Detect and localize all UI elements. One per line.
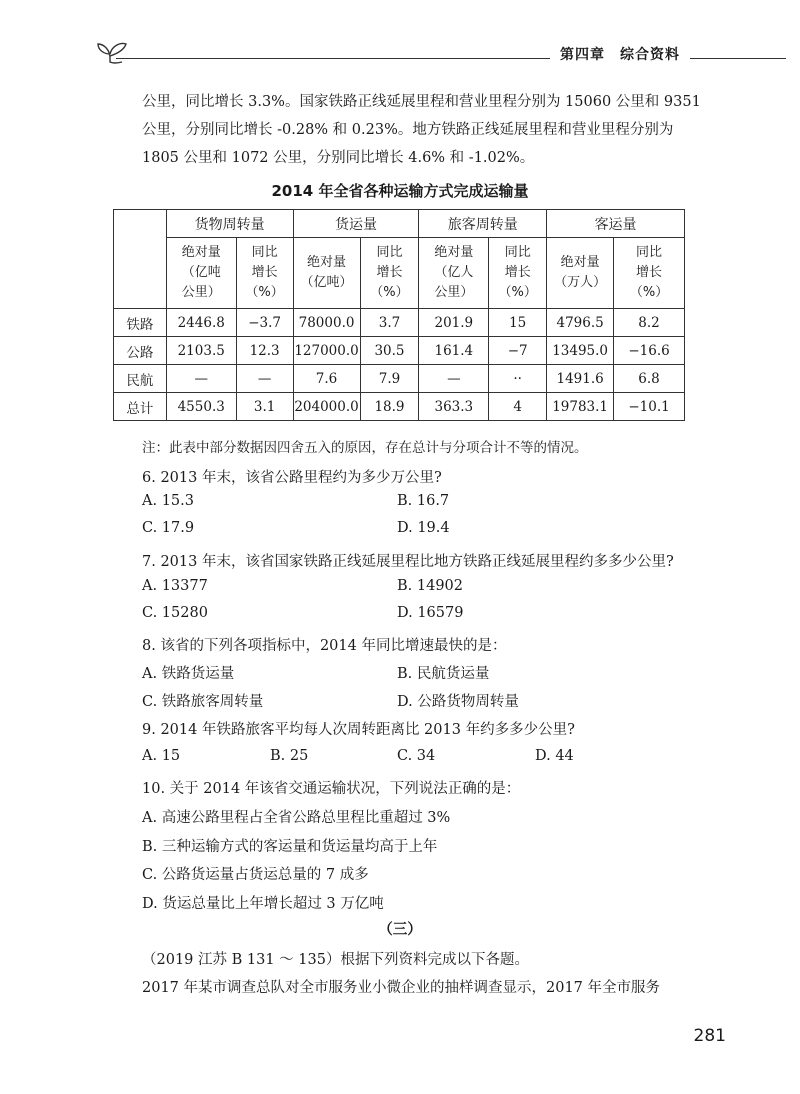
table-cell: — xyxy=(166,365,236,393)
table-cell: −7 xyxy=(489,337,547,365)
table-cell: 12.3 xyxy=(236,337,293,365)
table-cell: 6.8 xyxy=(614,365,685,393)
table-row xyxy=(114,365,685,393)
table-cell: 8.2 xyxy=(614,309,685,337)
group-header: 货运量 xyxy=(293,210,419,238)
table-cell: 13495.0 xyxy=(547,337,614,365)
option-9a: A. 15 xyxy=(142,748,181,764)
running-header xyxy=(96,32,786,66)
sub-header: 绝对量 （万人） xyxy=(547,238,614,309)
table-cell: 18.9 xyxy=(360,393,419,421)
table-title: 2014 年全省各种运输方式完成运输量 xyxy=(271,182,529,200)
option-7c: C. 15280 xyxy=(142,605,208,621)
table-cell: — xyxy=(236,365,293,393)
table-cell: 78000.0 xyxy=(293,309,360,337)
table-cell: ·· xyxy=(489,365,547,393)
row-label: 总计 xyxy=(114,393,167,421)
sub-header: 绝对量 （亿人 公里） xyxy=(419,238,489,309)
question-7: 7. 2013 年末，该省国家铁路正线延展里程比地方铁路正线延展里程约多多少公里? xyxy=(142,554,674,570)
table-cell: 1491.6 xyxy=(547,365,614,393)
option-7a: A. 13377 xyxy=(142,578,208,594)
row-label: 民航 xyxy=(114,365,167,393)
option-6c: C. 17.9 xyxy=(142,520,195,536)
option-9c: C. 34 xyxy=(397,748,436,764)
table-cell: 19783.1 xyxy=(547,393,614,421)
option-10b: B. 三种运输方式的客运量和货运量均高于上年 xyxy=(142,839,438,855)
table-cell: 201.9 xyxy=(419,309,489,337)
table-cell: 204000.0 xyxy=(293,393,360,421)
question-9: 9. 2014 年铁路旅客平均每人次周转距离比 2013 年约多多少公里? xyxy=(142,722,575,738)
sub-header: 同比 增长 （%） xyxy=(360,238,419,309)
table-cell: 4796.5 xyxy=(547,309,614,337)
chapter-title: 第四章 综合资料 xyxy=(550,44,690,64)
sub-header: 同比 增长 （%） xyxy=(489,238,547,309)
option-7d: D. 16579 xyxy=(397,605,464,621)
section-title: （三） xyxy=(378,922,422,938)
sub-header: 同比 增长 （%） xyxy=(614,238,685,309)
corner-cell xyxy=(114,210,167,309)
option-10a: A. 高速公路里程占全省公路总里程比重超过 3% xyxy=(142,810,451,826)
question-8: 8. 该省的下列各项指标中，2014 年同比增速最快的是： xyxy=(142,638,507,654)
option-6b: B. 16.7 xyxy=(397,493,450,509)
table-cell: 3.7 xyxy=(360,309,419,337)
table-row xyxy=(114,393,685,421)
row-label: 公路 xyxy=(114,337,167,365)
option-6a: A. 15.3 xyxy=(142,493,194,509)
table-cell: 7.9 xyxy=(360,365,419,393)
sub-header: 绝对量 （亿吨 公里） xyxy=(166,238,236,309)
page-number: 281 xyxy=(693,1026,726,1046)
table-row xyxy=(114,309,685,337)
question-6: 6. 2013 年末，该省公路里程约为多少万公里? xyxy=(142,470,442,486)
table-cell: 363.3 xyxy=(419,393,489,421)
table-cell: −10.1 xyxy=(614,393,685,421)
outro-line-2: 2017 年某市调查总队对全市服务业小微企业的抽样调查显示，2017 年全市服务 xyxy=(142,980,661,996)
transport-table xyxy=(113,209,685,421)
table-cell: 2103.5 xyxy=(166,337,236,365)
option-8d: D. 公路货物周转量 xyxy=(397,694,519,710)
sub-header: 同比 增长 （%） xyxy=(236,238,293,309)
option-8b: B. 民航货运量 xyxy=(397,666,490,682)
table-cell: 30.5 xyxy=(360,337,419,365)
outro-line-1: （2019 江苏 B 131 ～ 135）根据下列资料完成以下各题。 xyxy=(142,952,529,968)
table-cell: 7.6 xyxy=(293,365,360,393)
table-cell: 2446.8 xyxy=(166,309,236,337)
group-header: 旅客周转量 xyxy=(419,210,547,238)
option-6d: D. 19.4 xyxy=(397,520,450,536)
question-10: 10. 关于 2014 年该省交通运输状况，下列说法正确的是： xyxy=(142,781,521,797)
table-cell: 15 xyxy=(489,309,547,337)
table-note: 注：此表中部分数据因四舍五入的原因，存在总计与分项合计不等的情况。 xyxy=(142,440,588,456)
table-row xyxy=(114,337,685,365)
table-cell: 4 xyxy=(489,393,547,421)
option-10d: D. 货运总量比上年增长超过 3 万亿吨 xyxy=(142,896,384,912)
intro-line-1: 公里，同比增长 3.3%。国家铁路正线延展里程和营业里程分别为 15060 公里和 9351 xyxy=(142,94,701,110)
option-8a: A. 铁路货运量 xyxy=(142,666,235,682)
group-header: 客运量 xyxy=(547,210,685,238)
table-cell: 127000.0 xyxy=(293,337,360,365)
table-cell: 3.1 xyxy=(236,393,293,421)
option-10c: C. 公路货运量占货运总量的 7 成多 xyxy=(142,867,369,883)
option-7b: B. 14902 xyxy=(397,578,464,594)
table-cell: −3.7 xyxy=(236,309,293,337)
intro-line-3: 1805 公里和 1072 公里，分别同比增长 4.6% 和 -1.02%。 xyxy=(142,150,535,166)
option-9d: D. 44 xyxy=(535,748,574,764)
sprout-icon xyxy=(96,32,136,66)
table-cell: — xyxy=(419,365,489,393)
table-cell: 4550.3 xyxy=(166,393,236,421)
intro-line-2: 公里，分别同比增长 -0.28% 和 0.23%。地方铁路正线延展里程和营业里程分别为 xyxy=(142,122,674,138)
table-cell: 161.4 xyxy=(419,337,489,365)
option-9b: B. 25 xyxy=(270,748,309,764)
group-header: 货物周转量 xyxy=(166,210,293,238)
sub-header: 绝对量 （亿吨） xyxy=(293,238,360,309)
row-label: 铁路 xyxy=(114,309,167,337)
table-cell: −16.6 xyxy=(614,337,685,365)
option-8c: C. 铁路旅客周转量 xyxy=(142,694,264,710)
